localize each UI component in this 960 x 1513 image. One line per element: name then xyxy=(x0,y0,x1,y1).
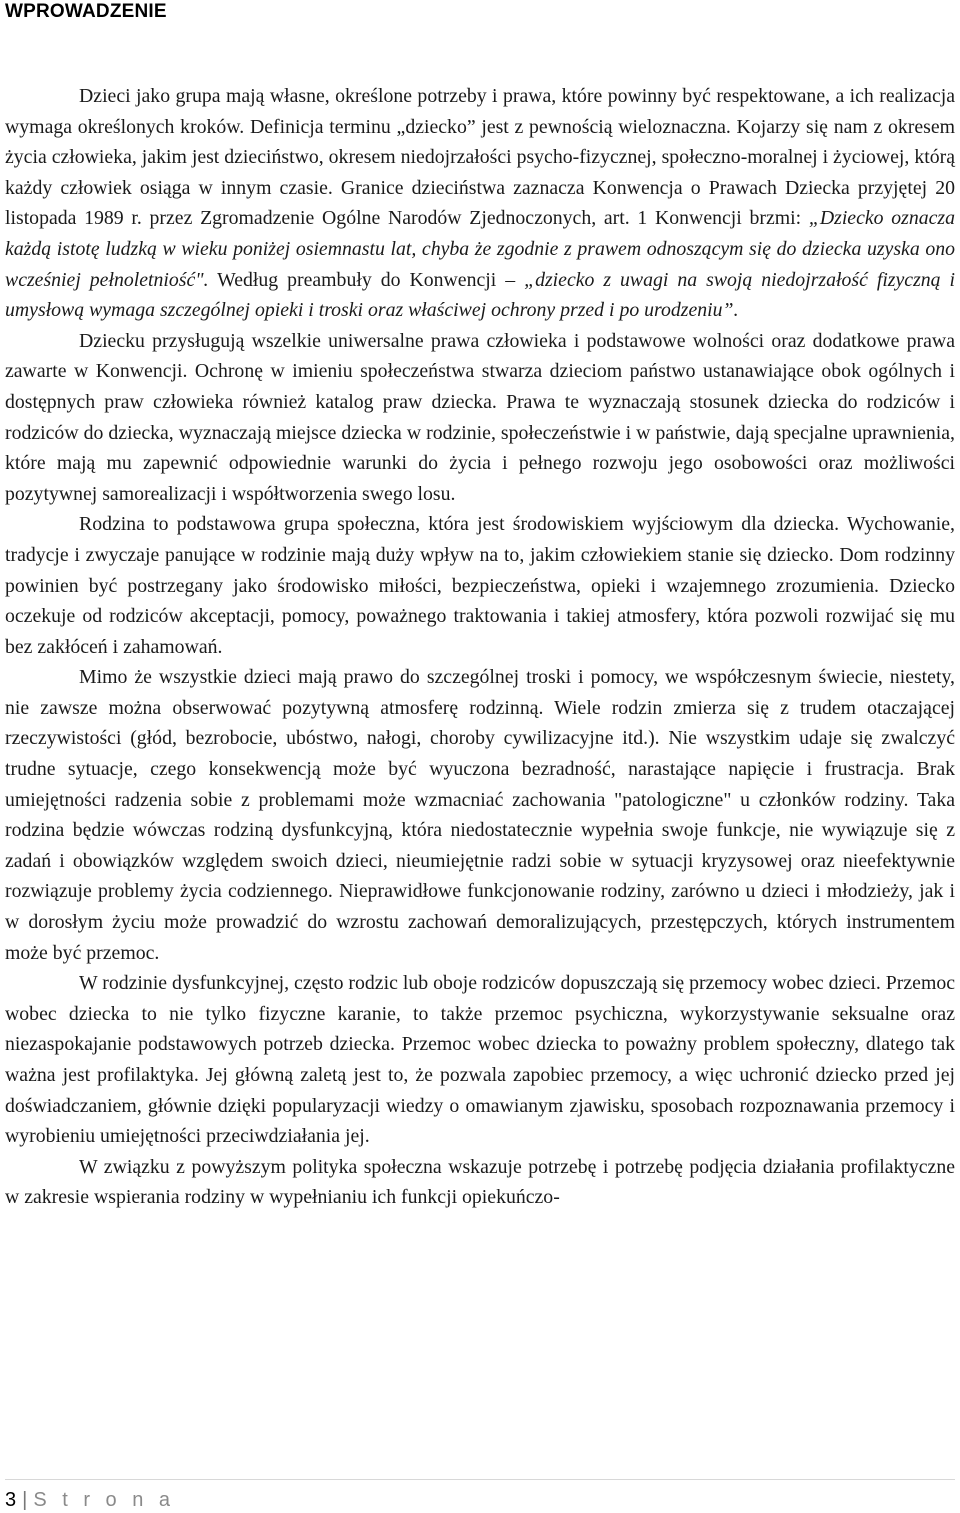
text-run: Dziecku przysługują wszelkie uniwersalne prawa człowieka i podstawowe wolności oraz dodatkowe prawa zawarte w Konwencji. Ochronę w imieniu społeczeństwa stwarza dzieciom państwo ustanawiające obok ogólnych i dostępnych praw człowieka również katalog praw dziecka. Prawa te wyznaczają stosunek dziecka do rodziców i rodziców do dziecka, wyznaczają miejsce dziecka w rodzinie, społeczeństwie i w państwie, dają specjalne uprawnienia, które mają mu zapewnić odpowiednie warunki do życia i pełnego rozwoju jego osobowości oraz możliwości pozytywnej samorealizacji i współtworzenia swego losu. xyxy=(5,329,955,505)
section-heading: WPROWADZENIE xyxy=(5,1,167,22)
document-page xyxy=(5,0,955,1213)
paragraph xyxy=(5,509,955,662)
paragraph xyxy=(5,81,955,326)
text-run: W rodzinie dysfunkcyjnej, często rodzic lub oboje rodziców dopuszczają się przemocy wobec dzieci. Przemoc wobec dziecka to nie tylko fizyczne karanie, to także przemoc psychiczna, wykorzystywanie seksualne oraz niezaspokajanie podstawowych potrzeb dziecka. Przemoc wobec dziecka to poważny problem społeczny, dlatego tak ważna jest profilaktyka. Jej główną zaletą jest to, że pozwala zapobiec przemocy, a więc uchronić dziecko przed jej doświadczaniem, głównie dzięki popularyzacji wiedzy o omawianym zjawisku, sposobach rozpoznawania przemocy i wyrobieniu umiejętności przeciwdziałania jej. xyxy=(5,972,955,1148)
quoted-text: „dziecko z uwagi na swoją niedojrzałość fizyczną i umysłową wymaga szczególnej opieki i troski oraz właściwej ochrony przed i po urodzeniu”. xyxy=(5,268,956,322)
text-run: Rodzina to podstawowa grupa społeczna, która jest środowiskiem wyjściowym dla dziecka. Wychowanie, tradycje i zwyczaje panujące w rodzinie mają duży wpływ na to, jakim człowiekiem stanie się dziecko. Dom rodzinny powinien być postrzegany jako środowisko miłości, bezpieczeństwa, opieki i wzajemnego zrozumienia. Dziecko oczekuje od rodziców akceptacji, pomocy, poważnego traktowania i takiej atmosfery, która pozwoli rozwijać się mu bez zakłóceń i zahamowań. xyxy=(5,513,955,658)
text-run: Dzieci jako grupa mają własne, określone potrzeby i prawa, które powinny być respektowane, a ich realizacja wymaga określonych kroków. Definicja terminu „dziecko” jest z pewnością wieloznaczna. Kojarzy się nam z okresem życia człowieka, jakim jest dzieciństwo, okresem niedojrzałości psycho-fizycznej, społeczno-moralnej i życiowej, którą każdy człowiek osiąga w innym czasie. Granice dzieciństwa zaznacza Konwencja o Prawach Dziecka przyjętej 20 listopada 1989 r. przez Zgromadzenie Ogólne Narodów Zjednoczonych, art. 1 Konwencji brzmi: xyxy=(5,85,955,230)
text-run: Według preambuły do Konwencji – xyxy=(208,268,525,291)
footer-separator: | xyxy=(22,1489,28,1511)
footer-divider xyxy=(5,1479,955,1480)
text-run: Mimo że wszystkie dzieci mają prawo do szczególnej troski i pomocy, we współczesnym świecie, niestety, nie zawsze można obserwować pozytywną atmosferę rodzinną. Wiele rodzin zmierza się z trudem otaczającej rzeczywistości (głód, bezrobocie, ubóstwo, nałogi, choroby cywilizacyjne itd.). Nie wszystkim udaje się zwalczyć trudne sytuacje, czego konsekwencją może być wyuczona bezradność, narastające napięcie i frustracja. Brak umiejętności radzenia sobie z problemami może wzmacniać zachowania "patologiczne" u członków rodziny. Taka rodzina będzie wówczas rodziną dysfunkcyjną, która niedostatecznie wypełnia swoje funkcje, nie wywiązuje się z zadań i obowiązków względem swoich dzieci, nieumiejętnie radzi sobie w sytuacji kryzysowej oraz nieefektywnie rozwiązuje problemy życia codziennego. Nieprawidłowe funkcjonowanie rodziny, zarówno u dzieci i młodzieży, jak i w dorosłym życiu może prowadzić do wzrostu zachowań demoralizujących, przestępczych, których instrumentem może być przemoc. xyxy=(5,666,955,964)
paragraph xyxy=(5,1152,955,1213)
paragraph xyxy=(5,968,955,1152)
page-number: 3 xyxy=(5,1489,17,1511)
body-text xyxy=(5,81,955,1213)
text-run: W związku z powyższym polityka społeczna wskazuje potrzebę i potrzebę podjęcia działania profilaktyczne w zakresie wspierania rodziny w wypełnianiu ich funkcji opiekuńczo- xyxy=(5,1155,955,1209)
paragraph xyxy=(5,326,955,510)
footer-label: S t r o n a xyxy=(33,1489,176,1511)
quoted-text: „Dziecko oznacza każdą istotę ludzką w wieku poniżej osiemnastu lat, chyba że zgodnie z prawem odnoszącym się do dziecka uzyska ono wcześniej pełnoletniość". xyxy=(5,207,955,291)
paragraph xyxy=(5,662,955,968)
page-footer xyxy=(5,1488,175,1512)
